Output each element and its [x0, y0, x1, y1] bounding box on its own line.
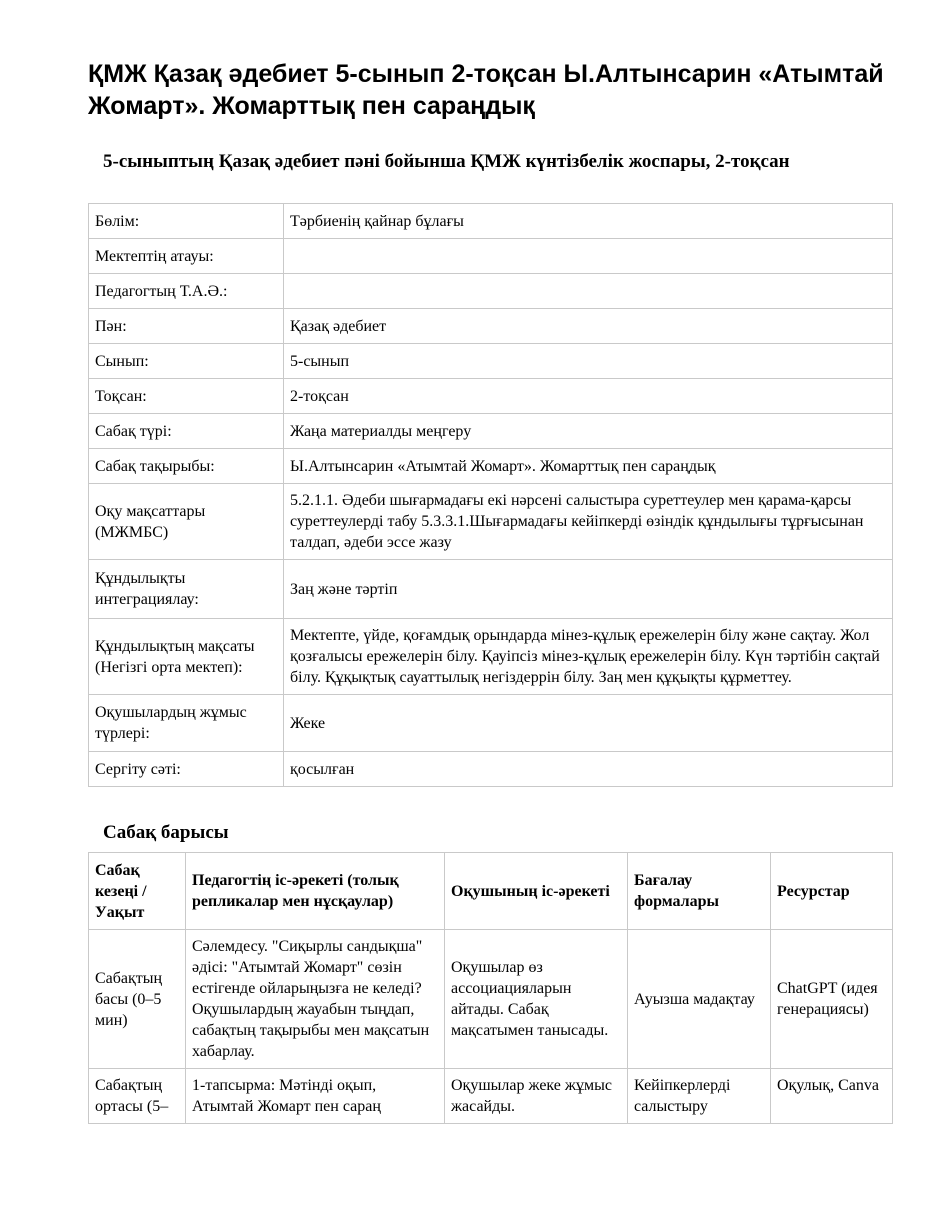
stage-cell: Сабақтың басы (0–5 мин) [89, 930, 186, 1069]
table-row [89, 484, 893, 560]
column-header-stage: Сабақ кезеңі / Уақыт [89, 853, 186, 930]
info-key: Сабақ тақырыбы: [89, 449, 284, 484]
info-value: Жеке [284, 695, 893, 752]
info-key: Оқушылардың жұмыс түрлері: [89, 695, 284, 752]
resources-cell: ChatGPT (идея генерациясы) [771, 930, 893, 1069]
info-key: Мектептің атауы: [89, 239, 284, 274]
table-row [89, 930, 893, 1069]
stage-cell: Сабақтың ортасы (5– [89, 1069, 186, 1124]
table-row [89, 379, 893, 414]
lesson-heading: Сабақ барысы [103, 822, 229, 843]
table-row [89, 1069, 893, 1124]
column-header-teacher-activity: Педагогтің іс-әрекеті (толық репликалар мен нұсқаулар) [186, 853, 445, 930]
info-key: Сабақ түрі: [89, 414, 284, 449]
resources-cell: Оқулық, Canva [771, 1069, 893, 1124]
info-value [284, 239, 893, 274]
student-activity-cell: Оқушылар жеке жұмыс жасайды. [445, 1069, 628, 1124]
plan-heading: 5-сыныптың Қазақ әдебиет пәні бойынша ҚМЖ күнтізбелік жоспары, 2-тоқсан [103, 151, 790, 172]
teacher-activity-cell: Сәлемдесу. "Сиқырлы сандықша" әдісі: "Атымтай Жомарт" сөзін естігенде ойларыңызға не келеді? Оқушылардың жауабын тыңдап, сабақтың тақырыбы мен мақсатын хабарлау. [186, 930, 445, 1069]
info-key: Пән: [89, 309, 284, 344]
student-activity-cell: Оқушылар өз ассоциацияларын айтады. Сабақ мақсатымен танысады. [445, 930, 628, 1069]
info-value: Қазақ әдебиет [284, 309, 893, 344]
info-value: Мектепте, үйде, қоғамдық орындарда мінез-құлық ережелерін білу және сақтау. Жол қозғалысы ережелерін білу. Қауіпсіз мінез-құлық ережелерін білу. Күн тәртібін сақтай білу. Құқықтық сауаттылық негіздеррін білу. Заң мен құқықты құрметтеу. [284, 619, 893, 695]
info-key: Педагогтың Т.А.Ә.: [89, 274, 284, 309]
info-key: Сергіту сәті: [89, 752, 284, 787]
info-value [284, 274, 893, 309]
teacher-activity-cell: 1-тапсырма: Мәтінді оқып, Атымтай Жомарт пен сараң [186, 1069, 445, 1124]
table-header-row [89, 853, 893, 930]
table-row [89, 414, 893, 449]
table-row [89, 560, 893, 619]
table-row [89, 309, 893, 344]
info-value: 5-сынып [284, 344, 893, 379]
table-row [89, 204, 893, 239]
table-row [89, 239, 893, 274]
info-value: Ы.Алтынсарин «Атымтай Жомарт». Жомарттық пен сараңдық [284, 449, 893, 484]
column-header-assessment: Бағалау формалары [628, 853, 771, 930]
document-title: ҚМЖ Қазақ әдебиет 5-сынып 2-тоқсан Ы.Алтынсарин «Атымтай Жомарт». Жомарттық пен сараңдық [88, 60, 884, 120]
table-row [89, 344, 893, 379]
info-value: Заң және тәртіп [284, 560, 893, 619]
info-value: қосылған [284, 752, 893, 787]
table-row [89, 619, 893, 695]
info-key: Сынып: [89, 344, 284, 379]
lesson-info-table [88, 203, 893, 787]
assessment-cell: Кейіпкерлерді салыстыру [628, 1069, 771, 1124]
table-row [89, 449, 893, 484]
assessment-cell: Ауызша мадақтау [628, 930, 771, 1069]
info-value: Жаңа материалды меңгеру [284, 414, 893, 449]
info-key: Оқу мақсаттары (МЖМБС) [89, 484, 284, 560]
info-value: Тәрбиенің қайнар бұлағы [284, 204, 893, 239]
info-key: Бөлім: [89, 204, 284, 239]
info-key: Тоқсан: [89, 379, 284, 414]
info-key: Құндылықтың мақсаты (Негізгі орта мектеп): [89, 619, 284, 695]
column-header-resources: Ресурстар [771, 853, 893, 930]
table-row [89, 752, 893, 787]
table-row [89, 695, 893, 752]
lesson-flow-table [88, 852, 893, 1124]
info-value: 5.2.1.1. Әдеби шығармадағы екі нәрсені салыстыра суреттеулер мен қарама-қарсы суреттеулерді табу 5.3.3.1.Шығармадағы кейіпкерді өзіндік құндылығы тұрғысынан талдап, әдеби эссе жазу [284, 484, 893, 560]
table-row [89, 274, 893, 309]
column-header-student-activity: Оқушының іс-әрекеті [445, 853, 628, 930]
info-key: Құндылықты интеграциялау: [89, 560, 284, 619]
info-value: 2-тоқсан [284, 379, 893, 414]
